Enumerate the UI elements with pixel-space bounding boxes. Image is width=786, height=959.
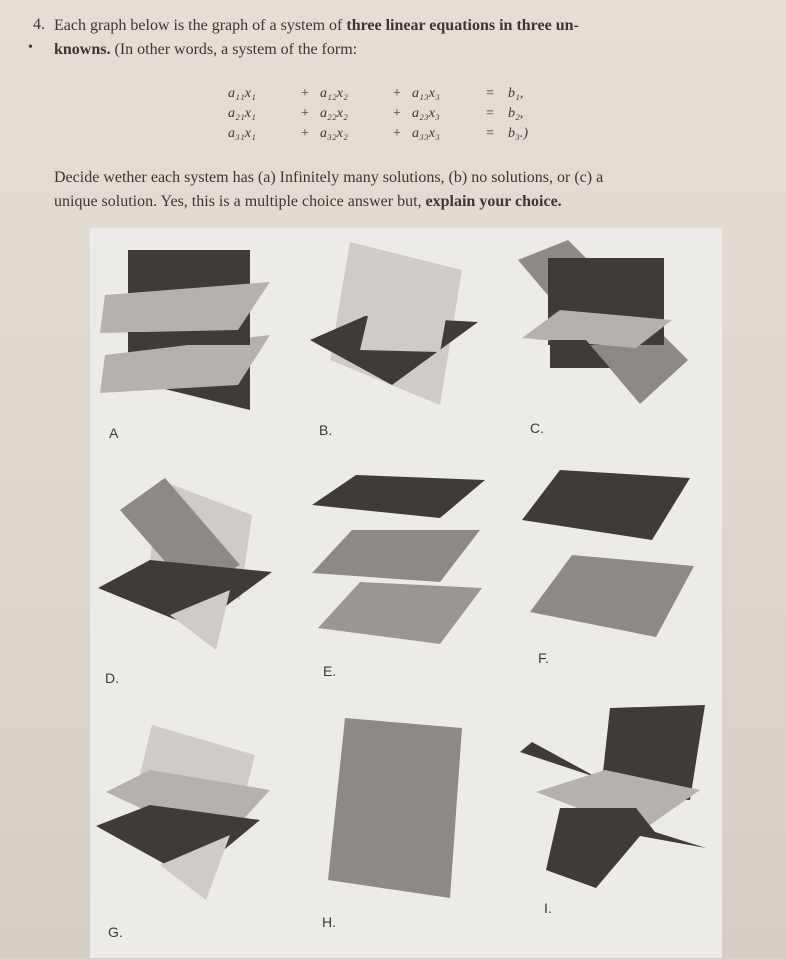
plane-mid	[530, 555, 694, 637]
instructions-bold: explain your choice.	[425, 193, 562, 210]
operator: +	[393, 106, 401, 121]
graph-h	[328, 718, 462, 898]
plane-dark	[546, 808, 706, 888]
plane-pale	[360, 316, 446, 352]
term: a₁₃x₃	[412, 86, 440, 101]
graph-label-e: E.	[323, 663, 337, 679]
graph-label-g: G.	[108, 924, 123, 940]
operator: +	[393, 126, 401, 141]
term: a₃₂x₂	[320, 126, 348, 141]
equals-sign: =	[486, 106, 494, 121]
rhs: b₁,	[508, 86, 524, 101]
plane-dark	[312, 475, 485, 518]
rhs: b₂,	[508, 106, 524, 121]
operator: +	[301, 126, 309, 141]
graph-label-d: D.	[105, 670, 119, 686]
intro-bold-text: three linear equations in three un-	[346, 17, 579, 34]
graph-label-i: I.	[544, 900, 552, 916]
graph-label-a: A	[109, 425, 119, 441]
graph-b	[310, 242, 478, 405]
graph-g	[96, 725, 270, 900]
graph-label-f: F.	[538, 650, 549, 666]
plane-dark	[522, 470, 690, 540]
graph-label-h: H.	[322, 914, 336, 930]
equals-sign: =	[486, 126, 494, 141]
equals-sign: =	[486, 86, 494, 101]
term: a₃₃x₃	[412, 126, 440, 141]
intro-plain-text: Each graph below is the graph of a system of	[54, 17, 347, 34]
graph-d	[98, 478, 272, 650]
term: a₂₂x₂	[320, 106, 348, 121]
plane-mid	[318, 582, 482, 644]
margin-bullet: •	[28, 40, 33, 55]
term: a₂₃x₃	[412, 106, 440, 121]
plane-mid	[312, 530, 480, 582]
operator: +	[301, 106, 309, 121]
operator: +	[301, 86, 309, 101]
graph-label-b: B.	[319, 422, 333, 438]
rhs: b₃.)	[508, 126, 529, 141]
graph-f	[522, 470, 694, 637]
plane-mid	[328, 718, 462, 898]
graph-a	[100, 250, 270, 410]
operator: +	[393, 86, 401, 101]
term: a₂₁x₁	[228, 106, 256, 121]
intro-bold-text-2: knowns.	[54, 41, 111, 58]
graph-e	[312, 475, 485, 644]
intro-plain-text-2: (In other words, a system of the form:	[110, 41, 358, 58]
plane-dark	[128, 332, 250, 345]
instructions-line-1: Decide wether each system has (a) Infinitely many solutions, (b) no solutions, or (c) a	[54, 169, 604, 186]
question-number: 4.	[33, 16, 45, 33]
graph-label-c: C.	[530, 420, 544, 436]
term: a₁₂x₂	[320, 86, 348, 101]
term: a₁₁x₁	[228, 86, 256, 101]
instructions-line-2: unique solution. Yes, this is a multiple choice answer but,	[54, 193, 426, 210]
graph-c	[518, 240, 688, 404]
term: a₃₁x₁	[228, 126, 256, 141]
graph-i	[520, 705, 706, 888]
